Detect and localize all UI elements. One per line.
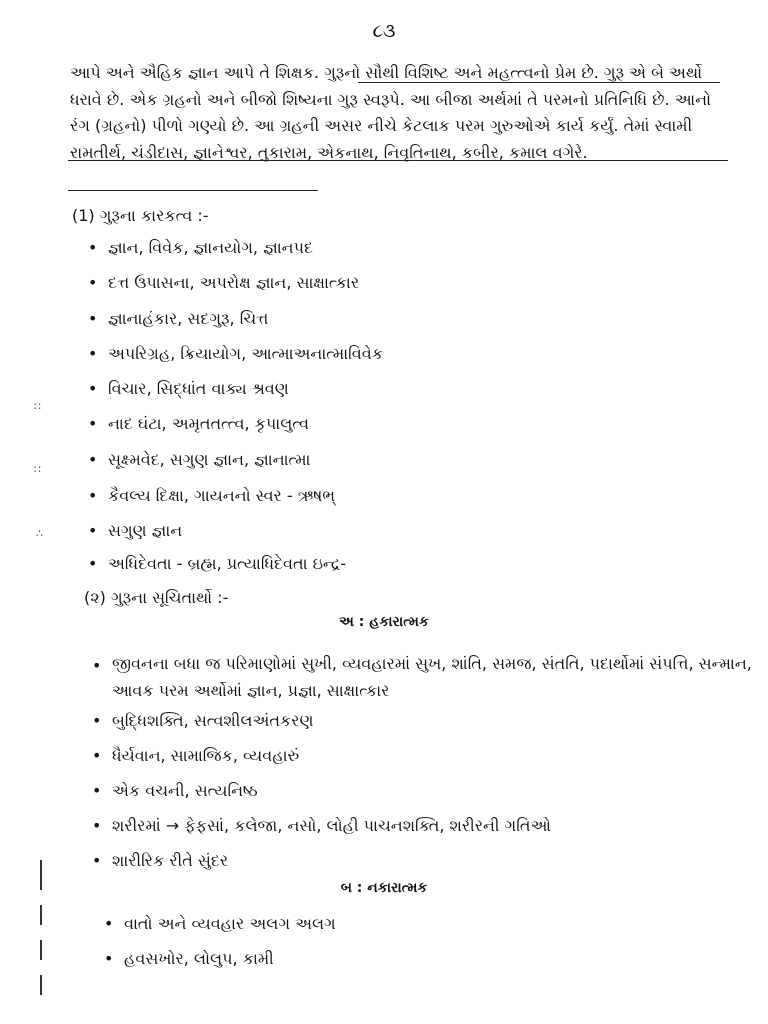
- positive-subheading: અ : હકારાત્મક: [339, 614, 429, 630]
- list-item-text: નાદ ઘંટા, અમૃતતત્ત્વ, કૃપાલુત્વ: [108, 414, 309, 433]
- list-item: [92, 710, 314, 732]
- list-item: [92, 815, 551, 837]
- bullet-icon: •: [88, 379, 98, 398]
- list-item-text: સૂક્ષ્મવેદ, સગુણ જ્ઞાન, જ્ઞાનાત્મા: [108, 450, 311, 469]
- list-item: [92, 850, 229, 872]
- bullet-icon: •: [88, 273, 98, 292]
- list-item: [88, 343, 384, 365]
- bullet-icon: •: [104, 914, 114, 933]
- underline-mark: [68, 160, 728, 161]
- list-item: [104, 913, 336, 935]
- list-item-text: અપરિગ્રહ, ક્રિયાયોગ, આત્માઅનાત્માવિવેક: [108, 344, 384, 363]
- list-item: [88, 272, 360, 294]
- intro-paragraph: આપે અને ઐહિક જ્ઞાન આપે તે શિક્ષક. ગુરૂનો સૌથી વિશિષ્ટ અને મહત્ત્વનો પ્રેમ છે. ગુરૂ એ બે અર્થો ધરાવે છે. એક ગ્રહનો અને બીજો શિષ્યના ગુરૂ સ્વરૂપે. આ બીજા અર્થમાં તે પરમનો પ્રતિનિધિ છે. આનો રંગ (ગ્રહનો) પીળો ગણ્યો છે. આ ગ્રહની અસર નીચે કેટલાક પરમ ગુરુઓએ કાર્ય કર્યું. તેમાં સ્વામી રામતીર્થ, ચંડીદાસ, જ્ઞાનેશ્વર, તુકારામ, એકનાથ, નિવૃતિનાથ, કબીર, કમાલ વગેરે.: [70, 63, 711, 162]
- bullet-icon: •: [88, 414, 98, 433]
- list-item: [104, 948, 274, 970]
- list-item-text: બુદ્ધિશક્તિ, સત્વશીલઅંતકરણ: [112, 711, 314, 730]
- negative-subheading: બ : નકારાત્મક: [340, 880, 428, 896]
- list-item: [92, 650, 768, 704]
- list-item: [92, 745, 300, 767]
- page-number: ૮૩: [372, 20, 396, 42]
- list-item-text: જ્ઞાન, વિવેક, જ્ઞાનયોગ, જ્ઞાનપદ: [108, 238, 313, 257]
- bullet-icon: •: [88, 521, 98, 540]
- list-item: [88, 378, 289, 400]
- bullet-icon: •: [92, 711, 102, 730]
- margin-scan-mark: ∴: [36, 527, 43, 540]
- list-item-text: શારીરિક રીતે સુંદર: [112, 851, 229, 870]
- bullet-icon: •: [92, 656, 102, 675]
- list-item: [88, 237, 313, 259]
- list-item-text: એક વચની, સત્યનિષ્ઠ: [112, 781, 258, 800]
- list-item: [88, 308, 269, 330]
- list-item-text: શરીરમાં → ફેફસાં, કલેજા, નસો, લોહી પાચનશક્તિ, શરીરની ગતિઓ: [112, 816, 551, 835]
- margin-scan-mark: ∷: [34, 463, 41, 476]
- bullet-icon: •: [88, 344, 98, 363]
- margin-bar: [40, 940, 42, 960]
- list-item-text: વિચાર, સિદ્ધાંત વાક્ય શ્રવણ: [108, 379, 289, 398]
- list-item: [88, 553, 347, 575]
- list-item: [88, 449, 311, 471]
- list-item-text: કૈવલ્ય દિક્ષા, ગાયનનો સ્વર - ઋષભ્: [108, 486, 336, 505]
- list-item-text: હવસખોર, લોલુપ, કામી: [124, 949, 274, 968]
- bullet-icon: •: [92, 746, 102, 765]
- bullet-icon: •: [88, 238, 98, 257]
- list-item: [88, 413, 309, 435]
- list-item-text: અધિદેવતા - બ્રહ્મ, પ્રત્યાધિદેવતા ઇન્દ્ર-: [108, 554, 347, 573]
- section2-heading: (૨) ગુરૂના સૂચિતાર્થો :-: [84, 588, 229, 607]
- bullet-icon: •: [88, 450, 98, 469]
- bullet-icon: •: [92, 816, 102, 835]
- bullet-icon: •: [92, 851, 102, 870]
- list-item: [92, 780, 258, 802]
- margin-bar: [40, 860, 42, 890]
- bullet-icon: •: [92, 781, 102, 800]
- underline-mark: [68, 190, 318, 191]
- list-item-text: જીવનના બધા જ પરિમાણોમાં સુખી, વ્યવહારમાં સુખ, શાંતિ, સમજ, સંતતિ, પદાર્થોમાં સંપત્તિ, સન્માન, આવક પરમ અર્થોમાં જ્ઞાન, પ્રજ્ઞા, સાક્ષાત્કાર: [112, 654, 752, 700]
- bullet-icon: •: [88, 486, 98, 505]
- list-item: [88, 520, 183, 542]
- margin-bar: [40, 905, 42, 925]
- underline-mark: [358, 82, 720, 83]
- section1-heading: (1) ગુરૂના કારકત્વ :-: [72, 206, 209, 225]
- bullet-icon: •: [88, 554, 98, 573]
- list-item-text: જ્ઞાનાહંકાર, સદગુરૂ, ચિત્ત: [108, 309, 269, 328]
- list-item: [88, 485, 336, 507]
- bullet-icon: •: [104, 949, 114, 968]
- list-item-text: વાતો અને વ્યવહાર અલગ અલગ: [124, 914, 336, 933]
- list-item-text: સગુણ જ્ઞાન: [108, 521, 183, 540]
- margin-scan-mark: ∷: [34, 400, 41, 413]
- bullet-icon: •: [88, 309, 98, 328]
- list-item-text: દત્ત ઉપાસના, અપરોક્ષ જ્ઞાન, સાક્ષાત્કાર: [108, 273, 360, 292]
- margin-bar: [40, 975, 42, 995]
- list-item-text: ધૈર્યવાન, સામાજિક, વ્યવહારું: [112, 746, 300, 765]
